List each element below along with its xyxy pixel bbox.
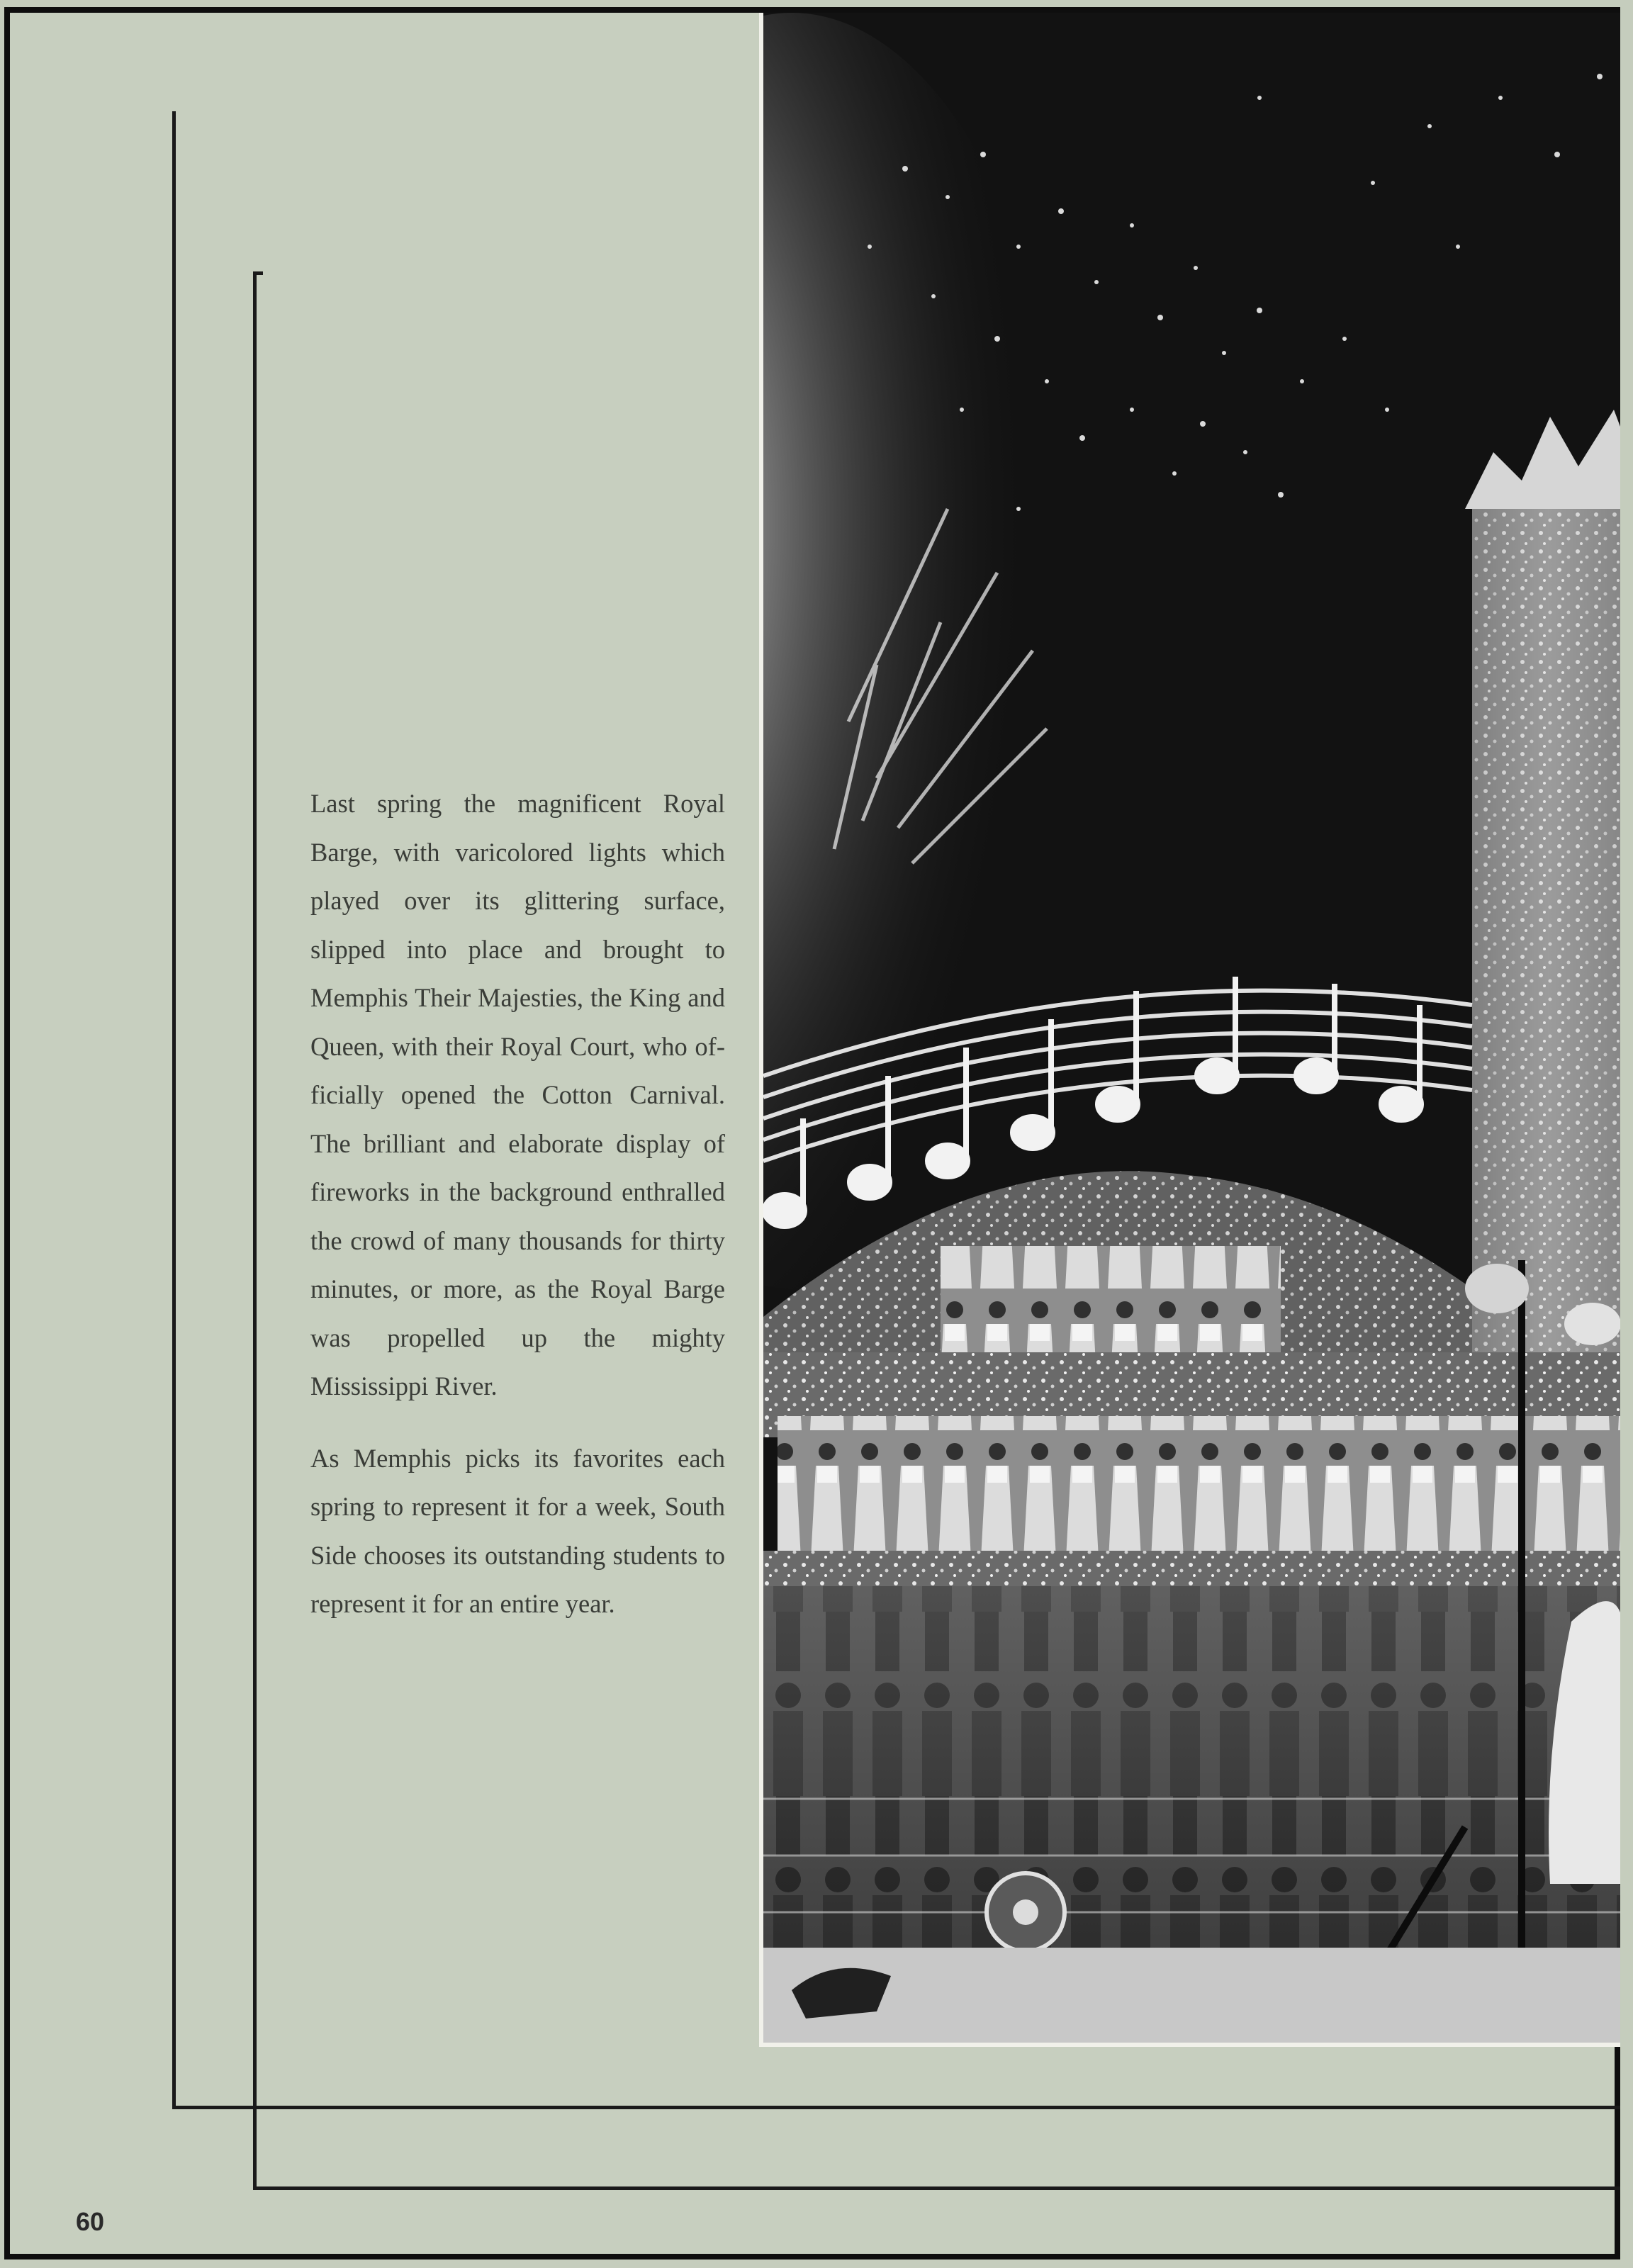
inner-rule-tick bbox=[253, 271, 263, 275]
article-paragraph-2: As Memphis picks its favorites each spring to represent it for a week, South Side chooses its outstanding students to represent it for an entire year. bbox=[310, 1443, 725, 1618]
article-paragraph-1: Last spring the magnificent Royal Barge, with varicolored lights which played over its glittering surface, slipped into place and brought to Memphis Their Majesties, the King and Queen, with their Royal Court, who officially opened the Cotton Carnival. The brilliant and elaborate display of fireworks in the background enthralled the crowd of many thousands for thirty minutes, or more, as the Royal Barge was propelled up the mighty Mississippi River. bbox=[310, 789, 725, 1400]
page-number: 60 bbox=[76, 2207, 105, 2236]
inner-horizontal-rule bbox=[253, 2186, 1620, 2190]
outer-vertical-rule bbox=[172, 111, 176, 2109]
cotton-carnival-photo bbox=[759, 13, 1620, 2047]
inner-vertical-rule bbox=[253, 271, 257, 2190]
article-text bbox=[310, 780, 725, 1652]
outer-horizontal-rule bbox=[172, 2106, 1620, 2109]
photo-illustration bbox=[763, 13, 1620, 2047]
